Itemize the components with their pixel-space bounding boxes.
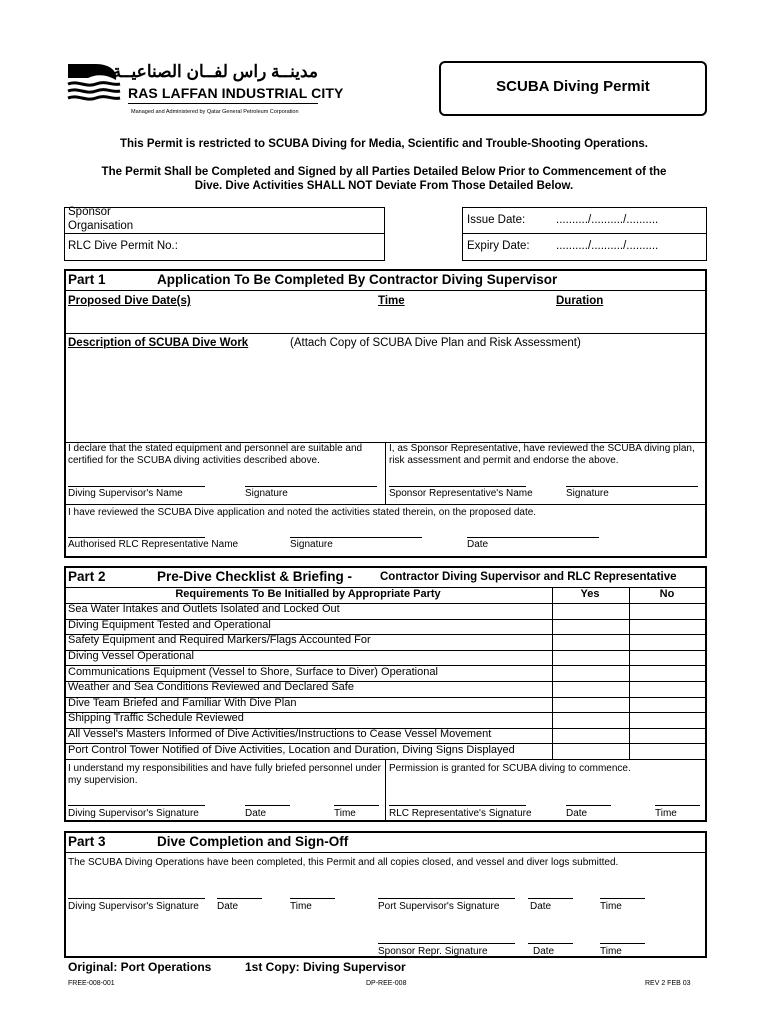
permit-title: SCUBA Diving Permit	[496, 78, 650, 95]
permission-text: Permission is granted for SCUBA diving to commence.	[389, 763, 631, 774]
supervisor-name-label: Diving Supervisor's Name	[68, 488, 183, 499]
checklist-item: Diving Equipment Tested and Operational	[68, 619, 271, 631]
checklist-item: Safety Equipment and Required Markers/Flags Accounted For	[68, 634, 371, 646]
rlc-name-label: Authorised RLC Representative Name	[68, 539, 239, 550]
part3-title: Dive Completion and Sign-Off	[157, 834, 349, 849]
attach-note: (Attach Copy of SCUBA Dive Plan and Risk Assessment)	[290, 337, 581, 349]
part3-section	[64, 831, 707, 958]
managed-by-text: Managed and Administered by Qatar General Petroleum Corporation	[131, 109, 299, 115]
p2-time-line-2[interactable]	[655, 805, 700, 806]
p3-sponsor-signature-label: Sponsor Repr. Signature	[378, 946, 488, 957]
p3-sup-signature-line[interactable]	[68, 898, 205, 899]
sponsor-declaration-1: I, as Sponsor Representative, have reviewed the SCUBA diving plan,	[389, 443, 695, 454]
p3-date-line-3[interactable]	[528, 943, 573, 944]
checklist-item: Port Control Tower Notified of Dive Activities, Location and Duration, Diving Signs Displayed	[68, 744, 515, 756]
no-header: No	[659, 588, 675, 600]
p3-time-line-2[interactable]	[600, 898, 645, 899]
arabic-org-name: مدينــة راس لفــان الصناعيــة	[112, 62, 318, 81]
issue-date-label: Issue Date:	[467, 214, 526, 226]
p2-rlc-signature-line[interactable]	[389, 805, 526, 806]
part2-subtitle: Contractor Diving Supervisor and RLC Representative	[380, 571, 677, 583]
p3-date-line-1[interactable]	[217, 898, 262, 899]
p3-time-label-1: Time	[290, 901, 312, 912]
restriction-text: This Permit is restricted to SCUBA Diving for Media, Scientific and Trouble-Shooting Operations.	[119, 138, 648, 150]
p2-sup-signature-label: Diving Supervisor's Signature	[68, 808, 199, 819]
expiry-date-label: Expiry Date:	[467, 240, 530, 252]
rlc-name-line[interactable]	[68, 537, 205, 538]
part3-number: Part 3	[68, 834, 106, 849]
doc-code: DP-REE-008	[366, 980, 407, 987]
p2-time-label-1: Time	[334, 808, 356, 819]
expiry-date-value[interactable]: ........../........../..........	[556, 240, 659, 252]
part2-number: Part 2	[68, 569, 106, 584]
form-code: FREE-008-001	[68, 980, 115, 987]
checklist-item: Dive Team Briefed and Familiar With Dive Plan	[68, 697, 297, 709]
supervisor-signature-label: Signature	[245, 488, 288, 499]
organisation-label: Organisation	[68, 220, 134, 232]
sponsor-label: Sponsor	[68, 206, 111, 218]
copy-distribution: 1st Copy: Diving Supervisor	[245, 960, 406, 974]
checklist-item: Diving Vessel Operational	[68, 650, 194, 662]
rlc-date-line[interactable]	[467, 537, 599, 538]
checklist-item: Sea Water Intakes and Outlets Isolated and Locked Out	[68, 603, 340, 615]
rlc-signature-line[interactable]	[290, 537, 422, 538]
p3-time-line-1[interactable]	[290, 898, 335, 899]
org-name: RAS LAFFAN INDUSTRIAL CITY	[128, 85, 344, 101]
p3-time-label-3: Time	[600, 946, 622, 957]
requirements-header: Requirements To Be Initialled by Appropriate Party	[175, 588, 441, 600]
p2-date-line-2[interactable]	[566, 805, 611, 806]
supervisor-statement-1: I understand my responsibilities and have fully briefed personnel under	[68, 763, 381, 774]
part1-title: Application To Be Completed By Contractor Diving Supervisor	[157, 272, 558, 287]
p3-date-line-2[interactable]	[528, 898, 573, 899]
checklist-item: Shipping Traffic Schedule Reviewed	[68, 712, 244, 724]
instruction-line-2: Dive. Dive Activities SHALL NOT Deviate From Those Detailed Below.	[194, 180, 574, 192]
supervisor-name-line[interactable]	[68, 486, 205, 487]
rlc-permit-no-label: RLC Dive Permit No.:	[68, 240, 178, 252]
p3-date-label-3: Date	[533, 946, 555, 957]
sponsor-signature-label: Signature	[566, 488, 609, 499]
sponsor-info-box	[64, 207, 385, 261]
original-distribution: Original: Port Operations	[68, 960, 212, 974]
issue-date-value[interactable]: ........../........../..........	[556, 214, 659, 226]
p2-rlc-signature-label: RLC Representative's Signature	[389, 808, 532, 819]
checklist-item: Communications Equipment (Vessel to Shore, Surface to Diver) Operational	[68, 666, 438, 678]
p2-date-label-2: Date	[566, 808, 588, 819]
supervisor-declaration-2: certified for the SCUBA diving activities described above.	[68, 455, 320, 466]
rlc-review-text: I have reviewed the SCUBA Dive application and noted the activities stated therein, on the proposed date.	[68, 507, 537, 518]
p3-sponsor-signature-line[interactable]	[378, 943, 515, 944]
rlc-date-label: Date	[467, 539, 489, 550]
part1-number: Part 1	[68, 272, 106, 287]
checklist-item: Weather and Sea Conditions Reviewed and Declared Safe	[68, 681, 354, 693]
checklist-item: All Vessel's Masters Informed of Dive Activities/Instructions to Cease Vessel Movement	[68, 728, 492, 740]
p3-sup-signature-label: Diving Supervisor's Signature	[68, 901, 199, 912]
p3-time-line-3[interactable]	[600, 943, 645, 944]
supervisor-signature-line[interactable]	[245, 486, 377, 487]
completion-statement: The SCUBA Diving Operations have been completed, this Permit and all copies closed, and vessel and diver logs submitted.	[68, 857, 619, 868]
p2-time-label-2: Time	[655, 808, 677, 819]
sponsor-name-label: Sponsor Representative's Name	[389, 488, 533, 499]
proposed-dates-label: Proposed Dive Date(s)	[68, 295, 191, 307]
duration-label: Duration	[556, 295, 604, 307]
yes-header: Yes	[580, 588, 600, 600]
p3-time-label-2: Time	[600, 901, 622, 912]
revision: REV 2 FEB 03	[645, 980, 691, 987]
p3-port-signature-line[interactable]	[378, 898, 515, 899]
supervisor-statement-2: my supervision.	[68, 775, 138, 786]
p2-date-line-1[interactable]	[245, 805, 290, 806]
sponsor-signature-line[interactable]	[566, 486, 698, 487]
p2-date-label-1: Date	[245, 808, 267, 819]
part2-title: Pre-Dive Checklist & Briefing -	[157, 569, 353, 584]
p3-date-label-2: Date	[530, 901, 552, 912]
p2-sup-signature-line[interactable]	[68, 805, 205, 806]
permit-title-box	[439, 61, 707, 116]
sponsor-name-line[interactable]	[389, 486, 526, 487]
sponsor-declaration-2: risk assessment and permit and endorse the above.	[389, 455, 619, 466]
p3-date-label-1: Date	[217, 901, 239, 912]
rlc-signature-label: Signature	[290, 539, 333, 550]
p3-port-signature-label: Port Supervisor's Signature	[378, 901, 500, 912]
description-label: Description of SCUBA Dive Work	[68, 337, 249, 349]
instruction-line-1: The Permit Shall be Completed and Signed by all Parties Detailed Below Prior to Commencement of the	[101, 166, 667, 178]
p2-time-line-1[interactable]	[334, 805, 379, 806]
header-rule	[128, 103, 318, 104]
time-label: Time	[378, 295, 405, 307]
supervisor-declaration-1: I declare that the stated equipment and personnel are suitable and	[68, 443, 363, 454]
